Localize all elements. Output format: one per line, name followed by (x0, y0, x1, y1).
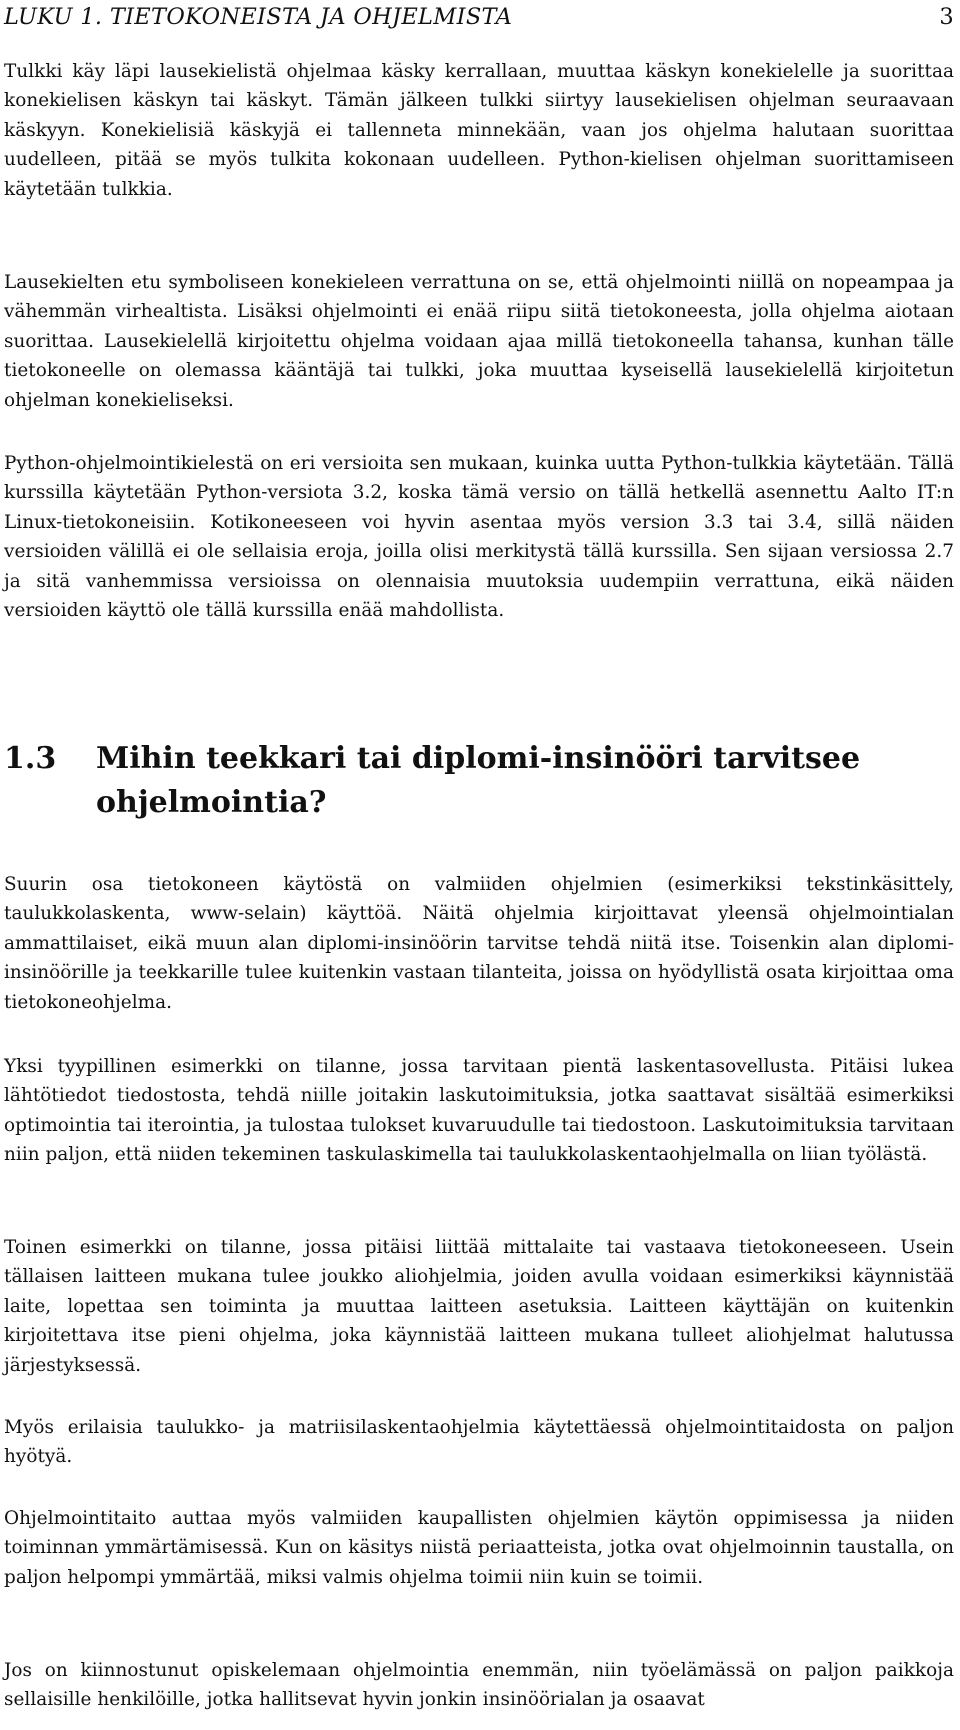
paragraph-text: Python-ohjelmointikielestä on eri versioita sen mukaan, kuinka uutta Python-tulkkia käytetään. Tällä kurssilla käytetään Python-versiota 3.2, koska tämä versio on tällä hetkellä asennettu Aalto IT:n Linux-tietokoneisiin. Kotikoneeseen voi hyvin asentaa myös version 3.3 tai 3.4, sillä näiden versioiden välillä ei ole sellaisia eroja, joilla olisi merkitystä tällä kurssilla. Sen sijaan versiossa 2.7 ja sitä vanhemmissa versioissa on olennaisia muutoksia uudempiin verrattuna, eikä näiden versioiden käyttö ole tällä kurssilla enää mahdollista. (4, 453, 954, 622)
paragraph-text: Myös erilaisia taulukko- ja matriisilaskentaohjelmia käytettäessä ohjelmointitaidosta on paljon hyötyä. (4, 1417, 954, 1468)
paragraph-text: Ohjelmointitaito auttaa myös valmiiden kaupallisten ohjelmien käytön oppimisessa ja niiden toiminnan ymmärtämisessä. Kun on käsitys niistä periaatteista, jotka ovat ohjelmoinnin taustalla, on paljon helpompi ymmärtää, miksi valmis ohjelma toimii niin kuin se toimii. (4, 1508, 954, 1588)
paragraph-ready-made-programs (4, 870, 954, 1017)
paragraph-interpreter (4, 57, 954, 204)
paragraph-commercial-programs (4, 1504, 954, 1592)
paragraph-measurement-device-example (4, 1233, 954, 1380)
paragraph-spreadsheet (4, 1413, 954, 1472)
page-number: 3 (939, 4, 954, 30)
paragraph-python-versions (4, 449, 954, 625)
section-title: Mihin teekkari tai diplomi-insinööri tarvitsee ohjelmointia? (96, 741, 861, 820)
paragraph-text: Lausekielten etu symboliseen konekieleen verrattuna on se, että ohjelmointi niillä on nopeampaa ja vähemmän virhealtista. Lisäksi ohjelmointi ei enää riipu siitä tietokoneesta, jolla ohjelma aiotaan suorittaa. Lausekielellä kirjoitettu ohjelma voidaan ajaa millä tietokoneella tahansa, kunhan tälle tietokoneelle on olemassa kääntäjä tai tulkki, joka muuttaa kyseisellä lausekielellä kirjoitetun ohjelman konekieliseksi. (4, 272, 954, 411)
paragraph-text: Suurin osa tietokoneen käytöstä on valmiiden ohjelmien (esimerkiksi tekstinkäsittely, taulukkolaskenta, www-selain) käyttöä. Näitä ohjelmia kirjoittavat yleensä ohjelmointialan ammattilaiset, eikä muun alan diplomi-insinöörin tarvitse tehdä niitä itse. Toisenkin alan diplomi-insinöörille ja teekkarille tulee kuitenkin vastaan tilanteita, joissa on hyödyllistä osata kirjoittaa oma tietokoneohjelma. (4, 874, 954, 1013)
paragraph-career (4, 1656, 954, 1715)
paragraph-high-level-languages (4, 268, 954, 415)
running-head (4, 2, 954, 32)
section-number: 1.3 (4, 741, 57, 776)
paragraph-text: Tulkki käy läpi lausekielistä ohjelmaa käsky kerrallaan, muuttaa käskyn konekielelle ja suorittaa konekielisen käskyn tai käskyt. Tämän jälkeen tulkki siirtyy lausekielisen ohjelman seuraavaan käskyyn. Konekielisiä käskyjä ei tallenneta minnekään, vaan jos ohjelma halutaan suorittaa uudelleen, pitää se myös tulkita kokonaan uudelleen. Python-kielisen ohjelman suorittamiseen käytetään tulkkia. (4, 61, 954, 200)
paragraph-text: Yksi tyypillinen esimerkki on tilanne, jossa tarvitaan pientä laskentasovellusta. Pitäisi lukea lähtötiedot tiedostosta, tehdä niille joitakin laskutoimituksia, jotka saattavat sisältää esimerkiksi optimointia tai iterointia, ja tulostaa tulokset kuvaruudulle tai tiedostoon. Laskutoimituksia tarvitaan niin paljon, että niiden tekeminen taskulaskimella tai taulukkolaskentaohjelmalla on liian työlästä. (4, 1056, 954, 1166)
chapter-title: LUKU 1. TIETOKONEISTA JA OHJELMISTA (4, 4, 513, 30)
paragraph-calculation-example (4, 1052, 954, 1170)
paragraph-text: Toinen esimerkki on tilanne, jossa pitäisi liittää mittalaite tai vastaava tietokoneeseen. Usein tällaisen laitteen mukana tulee joukko aliohjelmia, joiden avulla voidaan esimerkiksi käynnistää laite, lopettaa sen toiminta ja muuttaa laitteen asetuksia. Laitteen käyttäjän on kuitenkin kirjoitettava itse pieni ohjelma, joka käynnistää laitteen mukana tulleet aliohjelmat halutussa järjestyksessä. (4, 1237, 954, 1376)
paragraph-text: Jos on kiinnostunut opiskelemaan ohjelmointia enemmän, niin työelämässä on paljon paikkoja sellaisille henkilöille, jotka hallitsevat hyvin jonkin insinöörialan ja osaavat (4, 1660, 954, 1711)
